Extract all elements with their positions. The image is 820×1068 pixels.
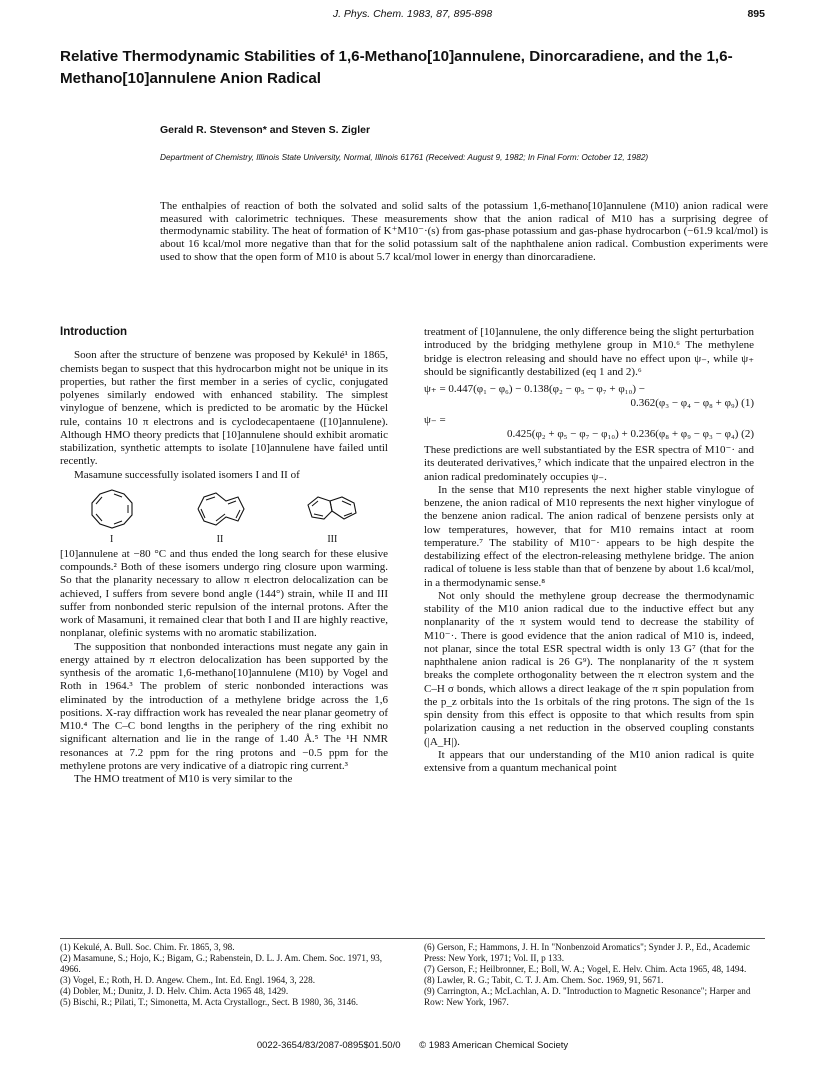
paragraph: Masamune successfully isolated isomers I and II of	[74, 468, 300, 481]
paragraph: Not only should the methylene group decrease the thermodynamic stability of the M10 anion radical due to the inductive effect but any nonplanarity of the π system would tend to decrease the stability of M10⁻·. There is good evidence that the anion radical of M10 is, indeed, not planar, since the total ESR spectral width is only 13 G⁷ (that for the naphthalene anion radical is 26 G⁹). The nonplanarity of the π system breaks the complete orthogonality between the π electron system and the C–H σ bonds, which allows a direct leakage of the π spin population from the p_z orbitals into the 1s orbitals of the ring protons. The sign of the 1s spin density from this effect is opposite to that which results from spin polarization causing a net reduction in the observed coupling constants (|A_H|).	[424, 589, 754, 748]
section-heading-introduction: Introduction	[60, 326, 128, 338]
reference-item: (1) Kekulé, A. Bull. Soc. Chim. Fr. 1865, 3, 98.	[60, 942, 235, 952]
reference-item: (7) Gerson, F.; Heilbronner, E.; Boll, W. A.; Vogel, E. Helv. Chim. Acta 1965, 48, 1494.	[424, 964, 747, 975]
running-header	[60, 8, 765, 24]
equation-line: 0.425(φ₂ + φ₅ − φ₇ − φ₁₀) + 0.236(φ₈ + φ₉ − φ₃ − φ₄) (2)	[507, 428, 754, 440]
references-right	[424, 942, 764, 1009]
cyclodecapentaene-all-cis-icon	[87, 487, 137, 531]
paragraph: It appears that our understanding of the M10 anion radical is quite extensive from a quantum mechanical point	[424, 748, 754, 774]
authors: Gerald R. Stevenson* and Steven S. Zigler	[160, 124, 371, 136]
paragraph: These predictions are well substantiated by the ESR spectra of M10⁻· and its deuterated derivatives,⁷ which indicate that the unpaired electron in the anion radical predominately occupies ψ₋.	[424, 444, 754, 483]
cyclodecapentaene-trans-icon	[190, 487, 250, 531]
paragraph: The supposition that nonbonded interactions must negate any gain in energy attained by π electron delocalization has been supported by the synthesis of the aromatic 1,6-methano[10]annulene (M10) by Vogel and Roth in 1964.³ The problem of steric nonbonded interactions was eliminated by the introduction of a methylene bridge across the 1,6 positions. X-ray diffraction work has revealed the near planar geometry of M10.⁴ The C–C bond lengths in the periphery of the ring exhibit no significant alternation and lie in the range of 1.40 Å.⁵ The ¹H NMR resonances at 7.2 ppm for the ring protons and −0.5 ppm for the methylene protons are very indicative of a diatropic ring current.³	[60, 640, 388, 772]
copyright: © 1983 American Chemical Society	[419, 1040, 569, 1051]
paragraph: treatment of [10]annulene, the only difference being the slight perturbation introduced by the bridging methylene group in M10.⁶ The methylene bridge is electron releasing and should have no effect upon ψ₋, while ψ₊ should be significantly destabilized (eq 1 and 2).⁶	[424, 326, 754, 378]
structure-figure	[60, 488, 388, 546]
paragraph: Soon after the structure of benzene was proposed by Kekulé¹ in 1865, chemists began to suspect that this hydrocarbon might not be unique in its properties, but rather the first member in a series of cyclic, conjugated polyenes similarly endowed with enhanced stability. The simplest vinylogue of benzene, which is predicted to be aromatic by the Hückel rule, contains 10 π electrons and is cyclodecapentaene ([10]annulene). Although HMO theory predicts that [10]annulene should exhibit aromatic stabilization, synthetic attempts to isolate [10]annulene have failed until recently.	[60, 349, 388, 468]
equation-line: ψ₋ =	[424, 414, 446, 426]
right-column	[424, 326, 754, 775]
reference-item: (8) Lawler, R. G.; Tabit, C. T. J. Am. Chem. Soc. 1969, 91, 5671.	[424, 975, 664, 986]
reference-item: (4) Dobler, M.; Dunitz, J. D. Helv. Chim. Acta 1965 48, 1429.	[60, 986, 289, 997]
issn-code: 0022-3654/83/2087-0895$01.50/0	[256, 1040, 401, 1051]
structure-III	[303, 487, 361, 546]
page-number: 895	[747, 8, 765, 20]
reference-item: (9) Carrington, A.; McLachlan, A. D. "Introduction to Magnetic Resonance"; Harper and Row: New York, 1967.	[424, 986, 751, 1008]
structure-label: III	[327, 533, 338, 545]
abstract: The enthalpies of reaction of both the solvated and solid salts of the potassium 1,6-methano[10]annulene (M10) anion radical were measured with calorimetric techniques. These measurements show that the anion radical of M10 has a surprising degree of thermodynamic stability. The heat of formation of K⁺M10⁻·(s) from gas-phase potassium and gas-phase hydrocarbon (−61.9 kcal/mol) is about 16 kcal/mol more negative than that for the solid potassium salt of the naphthalene anion radical. Combustion experiments were used to show that the open form of M10 is about 5.7 kcal/mol lower in energy than dinorcaradiene.	[160, 200, 768, 263]
equation-line: ψ₊ = 0.447(φ₁ − φ₆) − 0.138(φ₂ − φ₅ − φ₇ + φ₁₀) −	[424, 383, 645, 395]
paragraph: [10]annulene at −80 °C and thus ended the long search for these elusive compounds.² Both of these isomers undergo ring closure upon warming. So that the planarity necessary to allow π electron delocalization can be achieved, I suffers from severe bond angle (144°) strain, while II and III suffer from nonbonded steric repulsion of the internal protons. After the work of Masamuni, it remained clear that both I and II are highly reactive, nonplanar, olefinic systems with no aromatic stabilization.	[60, 547, 388, 640]
reference-item: (5) Bischi, R.; Pilati, T.; Simonetta, M. Acta Crystallogr., Sect. B 1980, 36, 3146.	[60, 997, 358, 1008]
paragraph: The HMO treatment of M10 is very similar to the	[74, 773, 293, 785]
reference-item: (6) Gerson, F.; Hammons, J. H. In "Nonbenzoid Aromatics"; Synder J. P., Ed., Academic Press: New York, 1971; Vol. II, p 133.	[424, 942, 750, 964]
left-column	[60, 326, 388, 786]
naphthalene-like-icon	[303, 487, 361, 531]
journal-citation: J. Phys. Chem. 1983, 87, 895-898	[332, 8, 493, 20]
equation-1	[424, 382, 754, 410]
reference-item: (3) Vogel, E.; Roth, H. D. Angew. Chem., Int. Ed. Engl. 1964, 3, 228.	[60, 975, 316, 986]
structure-II	[190, 487, 250, 546]
equation-2	[424, 413, 754, 441]
page-footer	[60, 1040, 765, 1051]
reference-item: (2) Masamune, S.; Hojo, K.; Bigam, G.; Rabenstein, D. L. J. Am. Chem. Soc. 1971, 93, 4966.	[60, 953, 383, 975]
references-left	[60, 942, 400, 1009]
structure-label: I	[109, 533, 114, 545]
equation-line: 0.362(φ₃ − φ₄ − φ₈ + φ₉) (1)	[630, 397, 754, 409]
structure-I	[87, 487, 137, 546]
paragraph: In the sense that M10 represents the next higher stable vinylogue of benzene, the anion radical of M10 represents the next higher vinylogue of the benzene anion radical. The anion radical of benzene persists only at low temperatures, however, that for M10 remains intact at room temperature.⁷ The stability of M10⁻· appears to be high despite the destabilizing effect of the electron-releasing methylene bridge. The anion radical of toluene is less stable than that of benzene by about 1.6 kcal/mol, in a thermodynamic sense.⁸	[424, 483, 754, 589]
footnote-divider	[60, 938, 765, 939]
paper-title: Relative Thermodynamic Stabilities of 1,6-Methano[10]annulene, Dinorcaradiene, and the 1,6-Methano[10]annulene Anion Radical	[60, 48, 733, 87]
structure-label: II	[216, 533, 224, 545]
affiliation: Department of Chemistry, Illinois State University, Normal, Illinois 61761 (Received: August 9, 1982; In Final Form: October 12, 1982)	[160, 152, 649, 162]
